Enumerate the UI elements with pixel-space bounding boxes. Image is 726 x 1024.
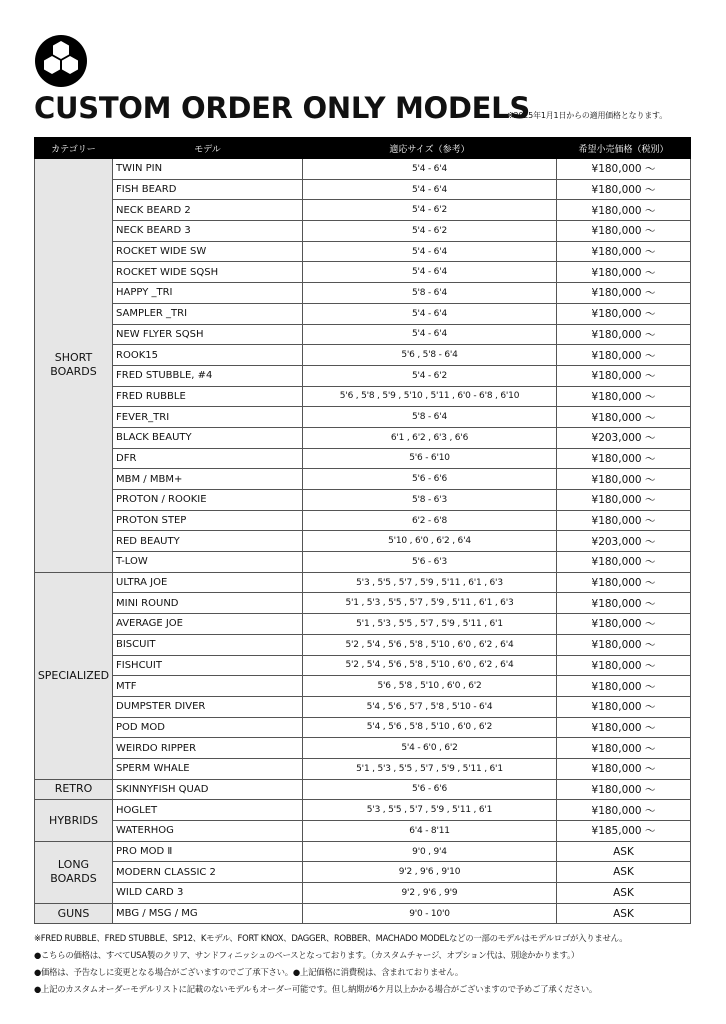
price-cell: ¥180,000 〜 [557,345,691,366]
price-cell: ¥180,000 〜 [557,572,691,593]
model-cell: MTF [113,676,303,697]
size-cell: 5'6 - 6'6 [303,469,557,490]
category-cell: HYBRIDS [35,800,113,841]
model-cell: DUMPSTER DIVER [113,696,303,717]
price-cell: ¥203,000 〜 [557,531,691,552]
size-cell: 5'1 , 5'3 , 5'5 , 5'7 , 5'9 , 5'11 , 6'1 , 6'3 [303,593,557,614]
model-cell: HAPPY _TRI [113,283,303,304]
model-cell: T-LOW [113,552,303,573]
model-cell: PRO MOD Ⅱ [113,841,303,862]
size-cell: 5'4 - 6'4 [303,262,557,283]
model-cell: HOGLET [113,800,303,821]
size-cell: 6'1 , 6'2 , 6'3 , 6'6 [303,427,557,448]
size-cell: 5'6 , 5'8 , 5'10 , 6'0 , 6'2 [303,676,557,697]
table-row [35,758,691,779]
table-row [35,800,691,821]
model-cell: POD MOD [113,717,303,738]
price-cell: ¥180,000 〜 [557,179,691,200]
table-row [35,593,691,614]
model-cell: ROCKET WIDE SQSH [113,262,303,283]
table-row [35,738,691,759]
table-row [35,179,691,200]
table-row [35,903,691,924]
table-row [35,841,691,862]
table-row [35,552,691,573]
size-cell: 9'2 , 9'6 , 9'9 [303,883,557,904]
model-cell: NECK BEARD 2 [113,200,303,221]
price-cell: ¥180,000 〜 [557,696,691,717]
table-row [35,821,691,842]
table-row [35,303,691,324]
table-row [35,448,691,469]
size-cell: 5'2 , 5'4 , 5'6 , 5'8 , 5'10 , 6'0 , 6'2 , 6'4 [303,634,557,655]
model-cell: SPERM WHALE [113,758,303,779]
model-cell: SAMPLER _TRI [113,303,303,324]
table-row [35,510,691,531]
size-cell: 5'4 - 6'2 [303,200,557,221]
price-cell: ¥180,000 〜 [557,738,691,759]
price-cell: ¥180,000 〜 [557,490,691,511]
size-cell: 5'1 , 5'3 , 5'5 , 5'7 , 5'9 , 5'11 , 6'1 [303,614,557,635]
table-row [35,696,691,717]
price-cell: ¥203,000 〜 [557,427,691,448]
size-cell: 5'4 - 6'2 [303,365,557,386]
price-cell: ¥180,000 〜 [557,469,691,490]
size-cell: 5'4 - 6'2 [303,221,557,242]
price-cell: ASK [557,883,691,904]
table-row [35,200,691,221]
table-row [35,221,691,242]
model-cell: NECK BEARD 3 [113,221,303,242]
model-cell: FRED STUBBLE, #4 [113,365,303,386]
model-cell: WATERHOG [113,821,303,842]
size-cell: 5'4 - 6'0 , 6'2 [303,738,557,759]
size-cell: 5'6 - 6'3 [303,552,557,573]
table-body [35,159,691,924]
model-cell: WILD CARD 3 [113,883,303,904]
size-cell: 5'6 - 6'10 [303,448,557,469]
model-cell: BISCUIT [113,634,303,655]
price-cell: ¥180,000 〜 [557,407,691,428]
price-cell: ¥180,000 〜 [557,159,691,180]
model-cell: FEVER_TRI [113,407,303,428]
size-cell: 6'2 - 6'8 [303,510,557,531]
size-cell: 5'4 , 5'6 , 5'8 , 5'10 , 6'0 , 6'2 [303,717,557,738]
table-row [35,490,691,511]
model-cell: MBM / MBM+ [113,469,303,490]
page-title: CUSTOM ORDER ONLY MODELS [34,91,530,125]
price-cell: ¥180,000 〜 [557,552,691,573]
price-cell: ¥180,000 〜 [557,303,691,324]
footnote: ●上記のカスタムオーダーモデルリストに記載のないモデルもオーダー可能です。但し納期が6ケ月以上かかる場合がございますので予めご了承ください。 [34,984,597,994]
price-cell: ¥180,000 〜 [557,614,691,635]
table-row [35,427,691,448]
footnote: ※FRED RUBBLE、FRED STUBBLE、SP12、Kモデル、FORT KNOX、DAGGER、ROBBER、MACHADO MODELなどの一部のモデルはモデルロゴが入りません。 [34,933,628,943]
size-cell: 5'10 , 6'0 , 6'2 , 6'4 [303,531,557,552]
table-row [35,241,691,262]
price-cell: ¥180,000 〜 [557,655,691,676]
price-cell: ¥180,000 〜 [557,386,691,407]
price-cell: ¥180,000 〜 [557,634,691,655]
footnotes [34,930,714,998]
table-row [35,407,691,428]
price-effective-note: ※2025年1月1日からの適用価格となります。 [507,111,668,120]
size-cell: 5'1 , 5'3 , 5'5 , 5'7 , 5'9 , 5'11 , 6'1 [303,758,557,779]
table-row [35,159,691,180]
size-cell: 5'4 - 6'4 [303,159,557,180]
price-cell: ¥180,000 〜 [557,365,691,386]
model-cell: PROTON / ROOKIE [113,490,303,511]
price-cell: ¥180,000 〜 [557,241,691,262]
table-row [35,614,691,635]
size-cell: 6'4 - 8'11 [303,821,557,842]
table-row [35,717,691,738]
column-header-price: 希望小売価格（税別） [557,138,691,159]
table-row [35,365,691,386]
size-cell: 5'4 - 6'4 [303,179,557,200]
price-cell: ¥180,000 〜 [557,221,691,242]
column-header-model: モデル [113,138,303,159]
table-row [35,324,691,345]
table-row [35,345,691,366]
size-cell: 5'6 , 5'8 - 6'4 [303,345,557,366]
brand-logo-icon [34,34,88,88]
model-cell: MODERN CLASSIC 2 [113,862,303,883]
footnote: ●こちらの価格は、すべてUSA製のクリア、サンドフィニッシュのベースとなっております。（カスタムチャージ、オプション代は、別途かかります。） [34,950,580,960]
price-cell: ¥180,000 〜 [557,262,691,283]
model-cell: FISHCUIT [113,655,303,676]
price-cell: ¥180,000 〜 [557,800,691,821]
model-cell: RED BEAUTY [113,531,303,552]
category-cell: LONG BOARDS [35,841,113,903]
model-cell: MBG / MSG / MG [113,903,303,924]
model-cell: NEW FLYER SQSH [113,324,303,345]
model-cell: ROOK15 [113,345,303,366]
size-cell: 5'2 , 5'4 , 5'6 , 5'8 , 5'10 , 6'0 , 6'2 , 6'4 [303,655,557,676]
table-row [35,386,691,407]
table-row [35,862,691,883]
price-cell: ASK [557,841,691,862]
table-row [35,283,691,304]
model-cell: BLACK BEAUTY [113,427,303,448]
model-cell: WEIRDO RIPPER [113,738,303,759]
category-cell: GUNS [35,903,113,924]
model-cell: AVERAGE JOE [113,614,303,635]
table-row [35,262,691,283]
price-cell: ¥180,000 〜 [557,448,691,469]
model-cell: FRED RUBBLE [113,386,303,407]
size-cell: 5'6 , 5'8 , 5'9 , 5'10 , 5'11 , 6'0 - 6'8 , 6'10 [303,386,557,407]
size-cell: 5'3 , 5'5 , 5'7 , 5'9 , 5'11 , 6'1 [303,800,557,821]
table-row [35,655,691,676]
price-cell: ASK [557,862,691,883]
table-row [35,779,691,800]
model-cell: FISH BEARD [113,179,303,200]
price-cell: ¥180,000 〜 [557,758,691,779]
price-cell: ¥180,000 〜 [557,717,691,738]
size-cell: 5'6 - 6'6 [303,779,557,800]
model-cell: DFR [113,448,303,469]
column-header-category: カテゴリー [35,138,113,159]
model-cell: PROTON STEP [113,510,303,531]
price-cell: ASK [557,903,691,924]
model-cell: ROCKET WIDE SW [113,241,303,262]
footnote: ●価格は、予告なしに変更となる場合がございますのでご了承下さい。●上記価格に消費税は、含まれておりません。 [34,967,463,977]
table-row [35,634,691,655]
table-row [35,572,691,593]
price-cell: ¥180,000 〜 [557,510,691,531]
size-cell: 9'0 , 9'4 [303,841,557,862]
size-cell: 9'0 - 10'0 [303,903,557,924]
price-cell: ¥180,000 〜 [557,200,691,221]
size-cell: 5'4 - 6'4 [303,241,557,262]
model-cell: TWIN PIN [113,159,303,180]
size-cell: 5'8 - 6'3 [303,490,557,511]
category-cell: SHORT BOARDS [35,159,113,573]
model-cell: MINI ROUND [113,593,303,614]
price-cell: ¥185,000 〜 [557,821,691,842]
size-cell: 9'2 , 9'6 , 9'10 [303,862,557,883]
size-cell: 5'3 , 5'5 , 5'7 , 5'9 , 5'11 , 6'1 , 6'3 [303,572,557,593]
table-row [35,883,691,904]
table-header-row [35,138,691,159]
price-cell: ¥180,000 〜 [557,593,691,614]
price-cell: ¥180,000 〜 [557,283,691,304]
price-cell: ¥180,000 〜 [557,676,691,697]
price-cell: ¥180,000 〜 [557,779,691,800]
price-cell: ¥180,000 〜 [557,324,691,345]
size-cell: 5'8 - 6'4 [303,407,557,428]
category-cell: SPECIALIZED [35,572,113,779]
table-row [35,676,691,697]
model-cell: SKINNYFISH QUAD [113,779,303,800]
table-row [35,531,691,552]
size-cell: 5'8 - 6'4 [303,283,557,304]
model-cell: ULTRA JOE [113,572,303,593]
column-header-size: 適応サイズ（参考） [303,138,557,159]
size-cell: 5'4 , 5'6 , 5'7 , 5'8 , 5'10 - 6'4 [303,696,557,717]
size-cell: 5'4 - 6'4 [303,324,557,345]
size-cell: 5'4 - 6'4 [303,303,557,324]
category-cell: RETRO [35,779,113,800]
table-row [35,469,691,490]
models-table [34,137,691,924]
